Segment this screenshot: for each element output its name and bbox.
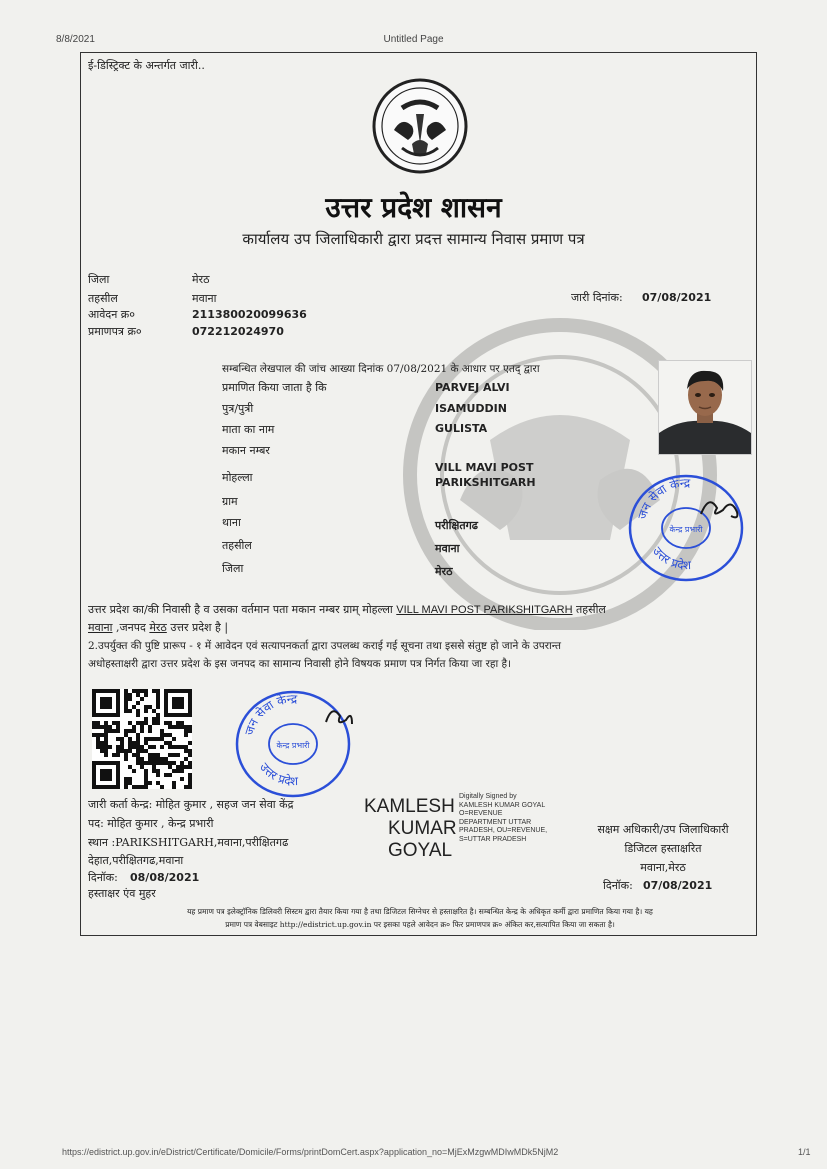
detail-label-name: प्रमाणित किया जाता है कि (222, 381, 327, 394)
residence-statement (88, 601, 753, 637)
tehsil-label: तहसील (88, 292, 118, 305)
applicant-photo (658, 360, 752, 455)
stamp1-top-text: जन सेवा केन्द्र (242, 691, 298, 737)
detail-label-house: मकान नम्बर (222, 444, 270, 457)
authority-location: मवाना,मेरठ (640, 861, 686, 874)
detail-value-mohalla: VILL MAVI POST PARIKSHITGARH (435, 461, 536, 489)
detail-label-parent: पुत्र/पुत्री (222, 402, 254, 415)
statement-tehsil: मवाना (88, 621, 113, 634)
signer-name-line1: KAMLESH (364, 796, 455, 817)
signature-seal-label: हस्ताक्षर एंव मुहर (88, 887, 156, 900)
seva-kendra-stamp (625, 470, 747, 582)
detail-label-mohalla: मोहल्ला (222, 471, 253, 484)
print-date: 8/8/2021 (56, 34, 95, 45)
authority-digitally-signed: डिजिटल हस्ताक्षरित (624, 842, 702, 855)
issuer-place-2: देहात,परीक्षितगढ,मवाना (88, 854, 184, 867)
verification-qr-code (91, 689, 193, 789)
certificate-subtitle: कार्यालय उप जिलाधिकारी द्वारा प्रदत्त सामान्य निवास प्रमाण पत्र (242, 230, 585, 248)
tehsil-value: मवाना (192, 292, 217, 305)
detail-value-name: PARVEJ ALVI (435, 381, 510, 394)
svg-text:जन सेवा केन्द्र (635, 476, 691, 521)
up-state-emblem (372, 78, 468, 174)
disclaimer-line1: यह प्रमाण पत्र इलेक्ट्रॉनिक डिलिवरी सिस्टम द्वारा तैयार किया गया है तथा डिजिटल सिग्नेचर से हस्ताक्षरित है। सम्बन्धित केन्द्र के अधिकृत कर्मी द्वारा प्रमाणित किया गया है। यह (187, 907, 653, 916)
ds-line: O=REVENUE (459, 810, 503, 817)
issuer-date-label: दिनॉक: (88, 871, 118, 884)
issuer-post: पद: मोहित कुमार , केन्द्र प्रभारी (88, 817, 214, 830)
detail-label-district: जिला (222, 562, 244, 575)
detail-label-police-station: थाना (222, 516, 241, 529)
statement-part3: ,जनपद (116, 621, 146, 634)
ds-line: Digitally Signed by (459, 793, 517, 800)
ds-line: DEPARTMENT UTTAR (459, 818, 532, 826)
print-page-number: 1/1 (798, 1147, 811, 1157)
application-label: आवेदन क्र० (88, 308, 135, 321)
signer-name-line3: GOYAL (388, 840, 453, 861)
handwritten-signature-2 (326, 711, 352, 724)
certificate-title: उत्तर प्रदेश शासन (325, 191, 502, 224)
detail-value-district: मेरठ (435, 565, 453, 578)
authority-designation: सक्षम अधिकारी/उप जिलाधिकारी (597, 823, 729, 836)
authority-date-label: दिनॉक: (603, 879, 633, 892)
svg-text:जन सेवा केन्द्र (242, 692, 298, 737)
signer-name-line2: KUMAR (388, 818, 457, 839)
print-page-title: Untitled Page (383, 34, 444, 45)
detail-label-tehsil: तहसील (222, 539, 252, 552)
statement-part2: तहसील (576, 603, 606, 616)
confirmation-statement (88, 637, 753, 673)
issue-date-value: 07/08/2021 (642, 291, 712, 304)
ds-line: PRADESH, OU=REVENUE, (459, 827, 548, 834)
certificate-no-label: प्रमाणपत्र क्र० (88, 325, 142, 338)
stamp1-bottom-text: उत्तर प्रदेश (256, 760, 299, 789)
digital-signer-name (364, 796, 460, 862)
statement-part4: उत्तर प्रदेश है | (170, 621, 229, 634)
stamp2-top-text: जन सेवा केन्द्र (635, 475, 691, 521)
disclaimer-line2: प्रमाण पत्र वेबसाइट http://edistrict.up.gov.in पर इसका पहले आवेदन क्र० फिर प्रमाणपत्र क्र० अंकित कर,सत्यापित किया जा सकता है। (225, 920, 615, 929)
verification-intro: सम्बन्धित लेखपाल की जांच आख्या दिनांक 07/08/2021 के आधार पर एतद् द्वारा (222, 363, 540, 375)
edistrict-note: ई-डिस्ट्रिक्ट के अन्तर्गत जारी.. (88, 59, 205, 72)
detail-value-tehsil: मवाना (435, 542, 460, 555)
stamp2-middle-text: केन्द्र प्रभारी (669, 525, 703, 534)
statement-part1: उत्तर प्रदेश का/की निवासी है व उसका वर्तमान पता मकान नम्बर ग्राम् मोहल्ला (88, 603, 393, 616)
detail-value-parent: ISAMUDDIN (435, 402, 507, 415)
digital-signature-details (459, 793, 577, 844)
detail-value-mother: GULISTA (435, 422, 488, 435)
ds-line: KAMLESH KUMAR GOYAL (459, 801, 546, 809)
issuing-center: जारी कर्ता केन्द्र: मोहित कुमार , सहज जन सेवा केंद्र (88, 798, 294, 811)
district-value: मेरठ (192, 273, 210, 286)
stamp1-middle-text: केन्द्र प्रभारी (276, 741, 310, 750)
print-url: https://edistrict.up.gov.in/eDistrict/Certificate/Domicile/Forms/printDomCert.aspx?application_no=MjExMzgwMDIwMDk5NjM2 (62, 1147, 559, 1157)
issuer-date-value: 08/08/2021 (130, 871, 200, 884)
handwritten-signature (701, 502, 737, 517)
detail-label-village: ग्राम (222, 495, 238, 508)
statement-district: मेरठ (149, 621, 167, 634)
ds-line: S=UTTAR PRADESH (459, 835, 527, 843)
confirmation-line2: अधोहस्ताक्षरी द्वारा उत्तर प्रदेश के इस जनपद का सामान्य निवासी होने विषयक प्रमाण पत्र निर्गत किया जा रहा है। (88, 658, 512, 670)
authority-date-value: 07/08/2021 (643, 879, 713, 892)
application-number: 211380020099636 (192, 308, 307, 321)
issuer-place: स्थान :PARIKSHITGARH,मवाना,परीक्षितगढ (88, 836, 289, 849)
certificate-number: 072212024970 (192, 325, 284, 338)
issue-date-label: जारी दिनांक: (571, 291, 623, 304)
disclaimer (86, 905, 754, 931)
detail-label-mother: माता का नाम (222, 423, 275, 436)
detail-value-police-station: परीक्षितगढ (435, 519, 478, 532)
district-label: जिला (88, 273, 110, 286)
kendra-prabhari-stamp (232, 686, 354, 798)
confirmation-line1: 2.उपर्युक्त की पुष्टि प्रारूप - १ में आवेदन एवं सत्यापनकर्ता द्वारा उपलब्ध कराई गई सूचना तथा इससे संतुष्ट हो जाने के उपरान्त (88, 640, 561, 652)
statement-address: VILL MAVI POST PARIKSHITGARH (396, 604, 573, 616)
stamp2-bottom-text: उत्तर प्रदेश (649, 544, 692, 573)
